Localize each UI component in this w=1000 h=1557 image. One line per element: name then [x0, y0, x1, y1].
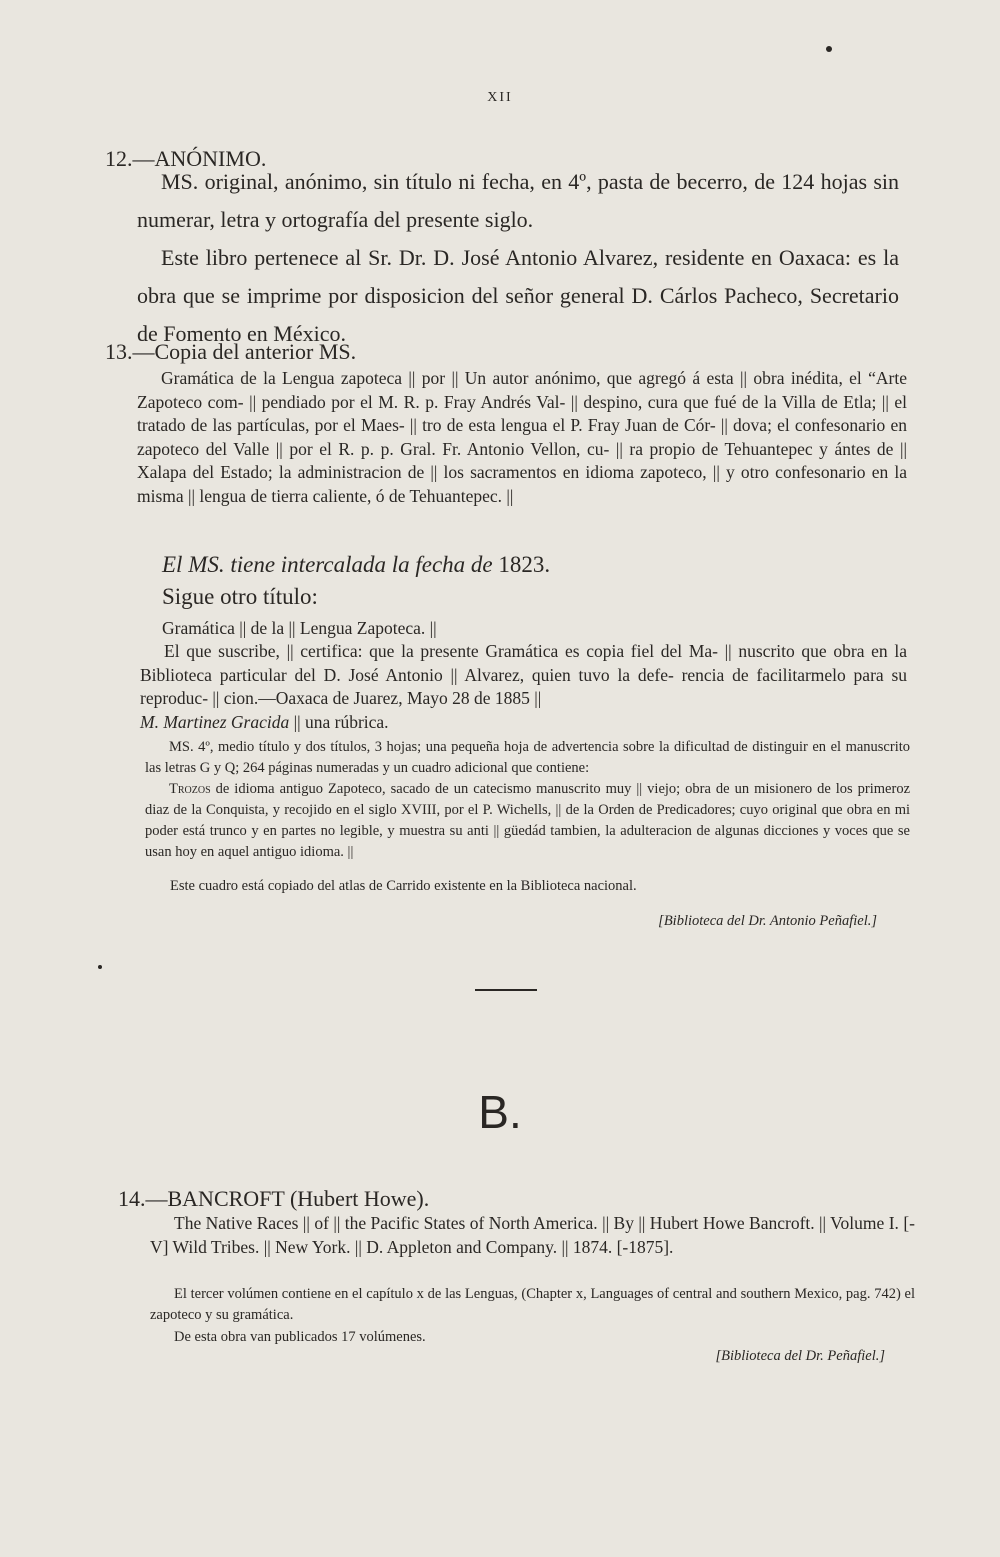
trozos-text: de idioma antiguo Zapoteco, sacado de un catecismo manuscrito muy || viejo; obra de un misionero de los primeroz diaz de la Conquista, y recojido en el siglo XVIII, por el P. Wichells, || de la Orden de Predicadores; cuyo original que obra en mi poder está trunco y en partes no legible, y muestra su anti || güedád tambien, la adulteracion de algunas dicciones y voces que se usan hoy en aquel antiguo idioma. || [145, 781, 910, 860]
date-note-year: 1823. [498, 552, 551, 577]
entry-13-physical-description: MS. 4º, medio título y dos títulos, 3 hojas; una pequeña hoja de advertencia sobre la dificultad de distinguir en el manuscrito las letras G y Q; 264 páginas numeradas y un cuadro adicional que contiene: [145, 739, 910, 776]
entry-14-title-transcription: The Native Races || of || the Pacific States of North America. || By || Hubert Howe Bancroft. || Volume I. [-V] Wild Tribes. || New York. || D. Appleton and Company. || 1874. [-1875]. [150, 1213, 915, 1257]
entry-13-signature [140, 711, 389, 735]
entry-13-certificate: El que suscribe, || certifica: que la presente Gramática es copia fiel del Ma- || nuscrito que obra en la Biblioteca particular del D. José Antonio || Alvarez, quien tuvo la defe- rencia de facilitarmelo para su reproduc- || cion.—Oaxaca de Juarez, Mayo 28 de 1885 || [140, 641, 907, 708]
entry-13-source: [Biblioteca del Dr. Antonio Peñafiel.] [658, 913, 877, 929]
entry-12-ownership: Este libro pertenece al Sr. Dr. D. José Antonio Alvarez, residente en Oaxaca: es la obra que se imprime por disposicion del señor general D. Cárlos Pacheco, Secretario de Fomento en México. [137, 245, 899, 346]
ink-speck [826, 46, 832, 52]
trozos-label: Trozos [169, 781, 211, 797]
entry-14-volume-note: El tercer volúmen contiene en el capítulo x de las Lenguas, (Chapter x, Languages of central and southern Mexico, pag. 742) el zapoteco y su gramática. [150, 1286, 915, 1323]
entry-14-source: [Biblioteca del Dr. Peñafiel.] [715, 1348, 885, 1364]
entry-13-atlas-note: Este cuadro está copiado del atlas de Carrido existente en la Biblioteca nacional. [170, 878, 637, 894]
page-number: XII [487, 90, 513, 105]
signature-name: M. Martinez Gracida [140, 712, 290, 732]
ink-speck [98, 965, 102, 969]
date-note-text: El MS. tiene intercalada la fecha de [162, 552, 493, 577]
entry-12-heading: 12.—ANÓNIMO. [105, 146, 267, 171]
section-divider [475, 989, 537, 991]
entry-13-title-transcription: Gramática de la Lengua zapoteca || por || Un autor anónimo, que agregó á esta || obra inédita, el “Arte Zapoteco com- || pendiado por el M. R. p. Fray Andrés Val- || despino, cura que fué de la Villa de Etla; || el tratado de las partículas, por el Maes- || tro de esta lengua el P. Fray Juan de Cór- || dova; el confesonario en zapoteco del Valle || por el R. p. p. Gral. Fr. Antonio Vellon, cu- || ra propio de Tehuantepec y ántes de || Xalapa del Estado; la administracion de || los sacramentos en idioma zapoteco, || y otro confesonario en la misma || lengua de tierra caliente, ó de Tehuantepec. || [137, 368, 907, 506]
entry-14-heading: 14.—BANCROFT (Hubert Howe). [118, 1186, 430, 1211]
entry-14-published-note: De esta obra van publicados 17 volúmenes. [174, 1329, 426, 1345]
entry-13-heading: 13.—Copia del anterior MS. [105, 339, 357, 364]
entry-13-trozos-note [145, 779, 910, 863]
entry-13-other-title-label: Sigue otro título: [162, 584, 318, 609]
entry-13-grammar-title: Gramática || de la || Lengua Zapoteca. || [162, 618, 437, 638]
section-letter: B. [478, 1086, 522, 1138]
signature-rubric: || una rúbrica. [289, 712, 389, 732]
entry-12-description: MS. original, anónimo, sin título ni fecha, en 4º, pasta de becerro, de 124 hojas sin numerar, letra y ortografía del presente siglo. [137, 169, 899, 232]
